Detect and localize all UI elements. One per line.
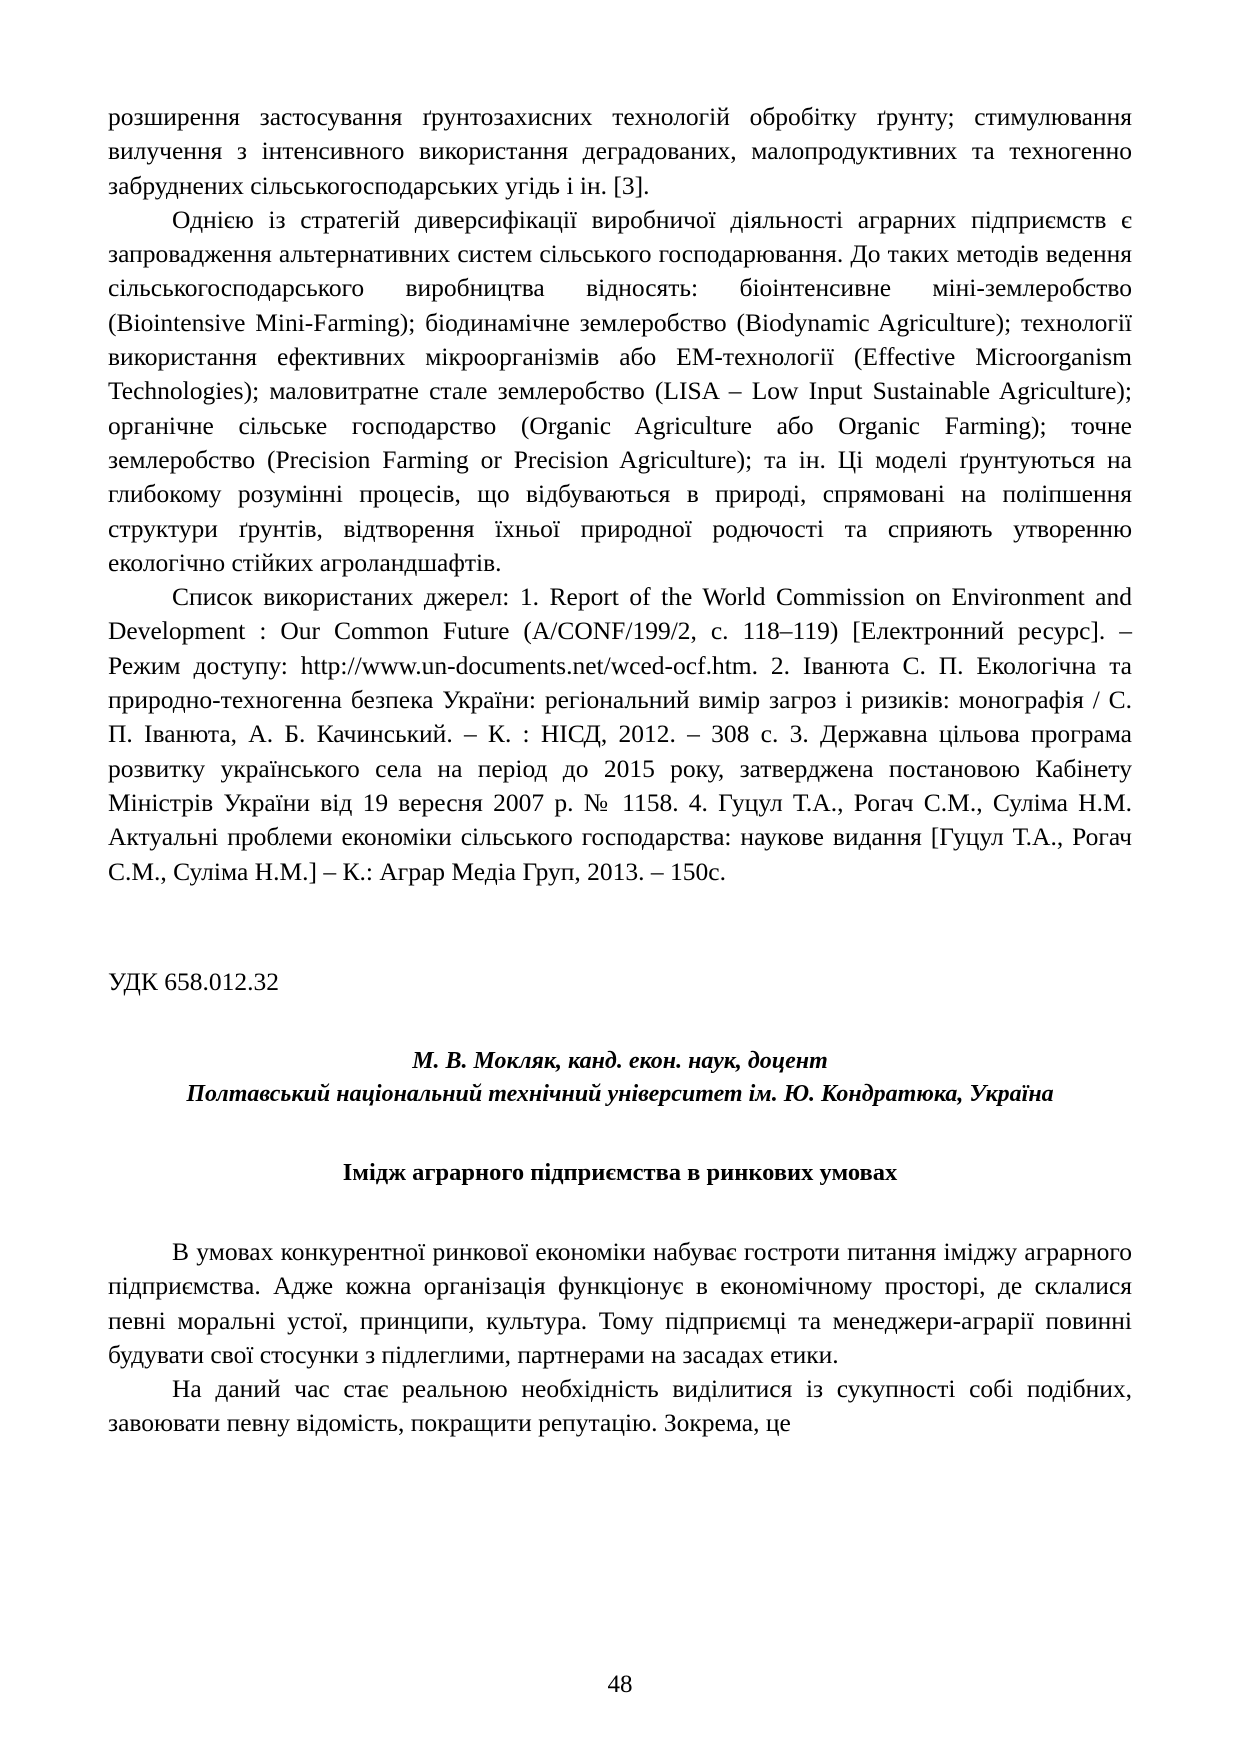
body-spacer — [108, 1189, 1132, 1235]
udk-code: УДК 658.012.32 — [108, 966, 280, 996]
section-spacer — [108, 889, 1132, 965]
page-number: 48 — [607, 1671, 633, 1698]
paragraph-diversification-strategies: Однією із стратегій диверсифікації виробничої діяльності аграрних підприємств є запровадження альтернативних систем сільського господарювання. До таких методів ведення сільськогосподарського виробництва відносять: біоінтенсивне міні-землеробство (Biointensive Mini-Farming); біодинамічне землеробство (Biodynamic Agriculture); технології використання ефективних мікроорганізмів або ЕМ-технології (Effective Microorganism Technologies); маловитратне стале землеробство (LISA – Low Input Sustainable Agriculture); органічне сільське господарство (Organic Agriculture або Organic Farming); точне землеробство (Precision Farming or Precision Agriculture); та ін. Ці моделі ґрунтуються на глибокому розумінні процесів, що відбуваються в природі, спрямовані на поліпшення структури ґрунтів, відтворення їхньої природної родючості та сприяють утворенню екологічно стійких агроландшафтів. — [108, 204, 1132, 577]
article-title: Імідж аграрного підприємства в ринкових умовах — [342, 1158, 898, 1186]
udk-spacer — [108, 999, 1132, 1045]
article-affiliation: Полтавський національний технічний університет ім. Ю. Кондратюка, Україна — [186, 1080, 1054, 1107]
paragraph-continuation: розширення застосування ґрунтозахисних технологій обробітку ґрунту; стимулювання вилучення з інтенсивного використання деградованих, малопродуктивних та техногенно забруднених сільськогосподарських угідь і ін. [3]. — [108, 102, 1132, 200]
article-author: М. В. Мокляк, канд. екон. наук, доцент — [412, 1048, 828, 1075]
paragraph-references: Список використаних джерел: 1. Report of the World Commission on Environment and Development : Our Common Future (A/CONF/199/2, c. 118–119) [Електронний ресурс]. – Режим доступу: http://www.un-documents.net/wced-ocf.htm. 2. Іванюта С. П. Екологічна та природно-техногенна безпека України: регіональний вимір загроз і ризиків: монографія / С. П. Іванюта, А. Б. Качинський. – К. : НІСД, 2012. – 308 с. 3. Державна цільова програма розвитку українського села на період до 2015 року, затверджена постановою Кабінету Міністрів України від 19 вересня 2007 р. № 1158. 4. Гуцул Т.А., Рогач С.М., Суліма Н.М. Актуальні проблеми економіки сільського господарства: наукове видання [Гуцул Т.А., Рогач С.М., Суліма Н.М.] – К.: Аграр Медіа Груп, 2013. – 150с. — [108, 582, 1132, 886]
page-content — [108, 100, 1132, 1441]
article-paragraph-1: В умовах конкурентної ринкової економіки набуває гостроти питання іміджу аграрного підприємства. Адже кожна організація функціонує в економічному просторі, де склалися певні моральні устої, принципи, культура. Тому підприємці та менеджери-аграрії повинні будувати свої стосунки з підлеглими, партнерами на засадах етики. — [108, 1236, 1132, 1369]
article-paragraph-2: На даний час стає реальною необхідність виділитися із сукупності собі подібних, завоювати певну відомість, покращити репутацію. Зокрема, це — [108, 1374, 1132, 1438]
title-spacer — [108, 1110, 1132, 1156]
